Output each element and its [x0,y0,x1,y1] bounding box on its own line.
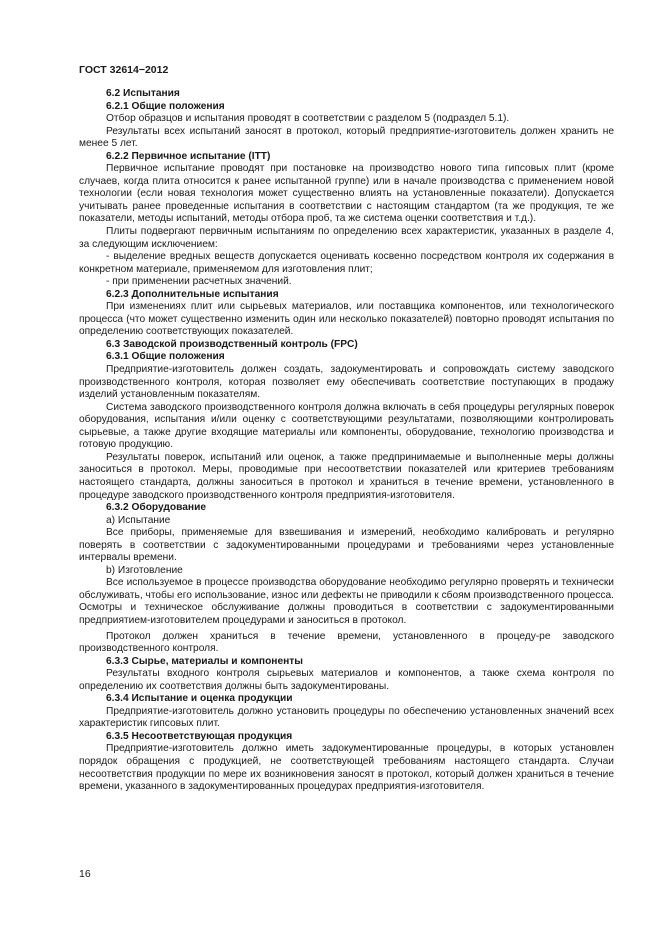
subsection-heading-6-3-1: 6.3.1 Общие положения [106,351,225,363]
section-heading-6-2: 6.2 Испытания [106,88,180,99]
subsection-heading-6-2-1: 6.2.1 Общие положения [106,100,225,112]
paragraph: Первичное испытание проводят при постановке на производство нового типа гипсовых плит (кроме случаев, когда плита относится к ранее испытанной группе) или в начале производства с применением новой технологии (если новая технология может существенно влиять на установленные показатели). Допускается учитывать ранее проведенные испытания в соответствии с настоящим стандартом (та же продукция, те же показатели, методы испытаний, методы отбора проб, та же система оценки соответствия и т.д.). [79,163,614,225]
paragraph: Отбор образцов и испытания проводят в соответствии с разделом 5 (подраздел 5.1). [106,113,510,125]
document-body [79,88,614,794]
subsection-heading-6-3-4: 6.3.4 Испытание и оценка продукции [106,693,293,705]
subsection-heading-6-3-2: 6.3.2 Оборудование [106,502,206,514]
paragraph: Протокол должен храниться в течение времени, установленного в процеду-ре заводского производственного контроля. [79,630,614,655]
paragraph: Результаты поверок, испытаний или оценок, а также предпринимаемые и выполненные меры должны заноситься в протокол. Меры, проводимые при несоответствии показателей или критериев требованиям настоящего стандарта, должны заноситься в протокол и храниться в течение времени, установленного в процедуре заводского производственного контроля предприятия-изготовителя. [79,451,614,501]
paragraph: При изменениях плит или сырьевых материалов, или поставщика компонентов, или технологического процесса (что может существенно изменить один или несколько показателей) повторно проводят испытания по определению соответствующих показателей. [79,301,614,338]
section-heading-6-3: 6.3 Заводской производственный контроль (FPC) [106,338,358,350]
paragraph: Результаты входного контроля сырьевых материалов и компонентов, а также схема контроля по определению их соответствия должны быть задокументированы. [79,668,614,692]
paragraph: Предприятие-изготовитель должен создать, задокументировать и сопровождать систему заводского производственного контроля, которая позволяет ему обеспечивать соответствие поступающих в продажу изделий установленным показателям. [79,364,614,401]
paragraph: Система заводского производственного контроля должна включать в себя процедуры регулярных поверок оборудования, испытания и/или оценку с соответствующими результатами, позволяющими контролировать сырьевые, а также другие входящие материалы или компоненты, оборудование, технологию производства и готовую продукцию. [79,401,614,451]
paragraph: Результаты всех испытаний заносят в протокол, который предприятие-изготовитель должен хранить не менее 5 лет. [79,125,614,150]
paragraph: Предприятие-изготовитель должно установить процедуры по обеспечению установленных значений всех характеристик гипсовых плит. [79,705,614,730]
subsection-heading-6-2-2: 6.2.2 Первичное испытание (ITT) [106,150,271,162]
document-code: ГОСТ 32614−2012 [79,64,169,76]
list-label: а) Испытание [106,514,171,526]
paragraph: Предприятие-изготовитель должно иметь задокументированные процедуры, в которых установлен порядок обращения с продукцией, не соответствующей требованиям настоящего стандарта. Случаи несоответствия продукции по мере их возникновения заносят в протокол, который должен храниться в течение времени, указанного в задокументированных процедурах предприятия-изготовителя. [79,743,614,793]
list-label: b) Изготовление [106,564,183,576]
list-item: - при применении расчетных значений. [106,276,292,288]
page-number: 16 [79,868,91,880]
paragraph: Все используемое в процессе производства оборудование необходимо регулярно проверять и технически обслуживать, чтобы его использование, износ или дефекты не приводили к сбоям производственного процесса. Осмотры и техническое обслуживание должны проводиться в соответствии с задокументированными предприятием-изготовителем процедурами и заноситься в протокол. [79,577,614,626]
paragraph: Все приборы, применяемые для взвешивания и измерений, необходимо калибровать и регулярно поверять в соответствии с задокументированными процедурами и требованиями через установленные интервалы времени. [79,527,614,564]
subsection-heading-6-2-3: 6.2.3 Дополнительные испытания [106,288,279,300]
subsection-heading-6-3-5: 6.3.5 Несоответствующая продукция [106,730,293,742]
paragraph: Плиты подвергают первичным испытаниям по определению всех характеристик, указанных в разделе 4, за следующим исключением: [79,226,614,250]
list-item: - выделение вредных веществ допускается оценивать косвенно посредством контроля их содержания в конкретном материале, применяемом для изготовления плит; [79,251,614,275]
subsection-heading-6-3-3: 6.3.3 Сырье, материалы и компоненты [106,655,303,667]
